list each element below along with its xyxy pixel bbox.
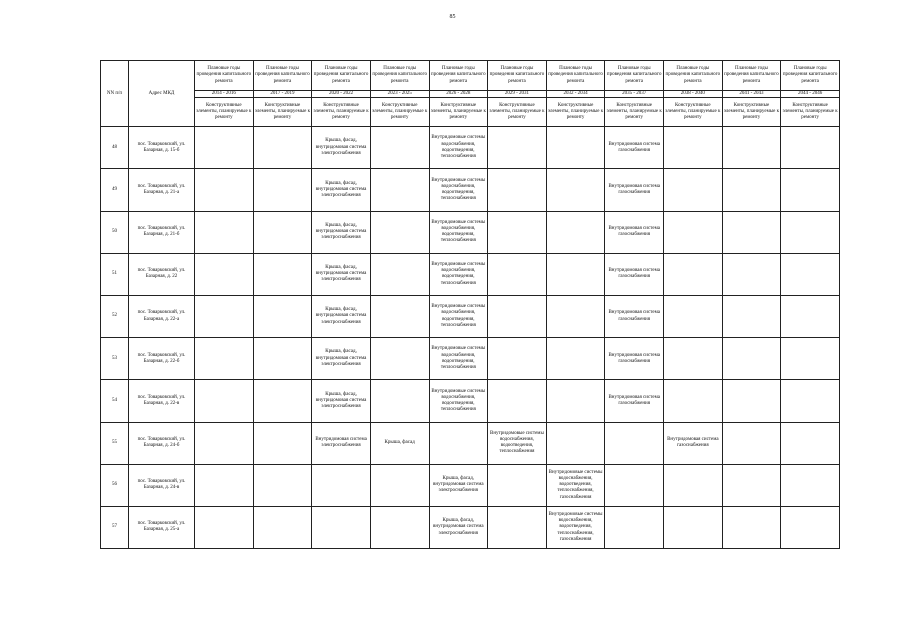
header-elements: Конструктивные элементы, планируемые к ремонту xyxy=(722,98,781,127)
row-elements-cell xyxy=(488,506,547,548)
row-elements-cell xyxy=(781,380,840,422)
header-planned-years: Плановые годы проведения капитального ремонта xyxy=(488,61,547,91)
row-number: 55 xyxy=(101,422,129,464)
row-elements-cell: Внутридомовая система газоснабжения xyxy=(605,253,664,295)
row-address: пос. Товарковский, ул. Базарная, д. 22-б xyxy=(129,338,195,380)
row-elements-cell xyxy=(488,295,547,337)
row-elements-cell xyxy=(195,464,254,506)
row-elements-cell xyxy=(488,380,547,422)
row-elements-cell xyxy=(312,464,371,506)
row-number: 56 xyxy=(101,464,129,506)
row-elements-cell xyxy=(722,338,781,380)
row-number: 50 xyxy=(101,211,129,253)
table-row xyxy=(101,295,840,337)
header-period: 2026 - 2028 xyxy=(429,91,488,98)
header-period: 2017 - 2019 xyxy=(253,91,312,98)
header-period: 2038 - 2040 xyxy=(664,91,723,98)
row-elements-cell: Внутридомовые системы водоснабжения, водоотведения, теплоснабжения xyxy=(429,380,488,422)
row-elements-cell xyxy=(722,422,781,464)
row-elements-cell: Внутридомовая система газоснабжения xyxy=(664,422,723,464)
table-row xyxy=(101,211,840,253)
row-elements-cell xyxy=(546,127,605,169)
row-elements-cell: Внутридомовая система газоснабжения xyxy=(605,295,664,337)
row-number: 49 xyxy=(101,169,129,211)
row-elements-cell xyxy=(664,253,723,295)
row-number: 53 xyxy=(101,338,129,380)
header-elements: Конструктивные элементы, планируемые к ремонту xyxy=(488,98,547,127)
header-planned-years: Плановые годы проведения капитального ремонта xyxy=(429,61,488,91)
row-elements-cell xyxy=(664,295,723,337)
row-elements-cell xyxy=(781,253,840,295)
row-number: 48 xyxy=(101,127,129,169)
header-elements: Конструктивные элементы, планируемые к ремонту xyxy=(546,98,605,127)
row-address: пос. Товарковский, ул. Базарная, д. 22-в xyxy=(129,380,195,422)
row-elements-cell xyxy=(195,211,254,253)
row-elements-cell: Внутридомовая система газоснабжения xyxy=(605,338,664,380)
header-elements: Конструктивные элементы, планируемые к ремонту xyxy=(429,98,488,127)
row-elements-cell: Крыша, фасад, внутридомовая система электроснабжения xyxy=(312,169,371,211)
row-elements-cell xyxy=(781,422,840,464)
row-address: пос. Товарковский, ул. Базарная, д. 21-б xyxy=(129,211,195,253)
row-elements-cell: Крыша, фасад, внутридомовая система электроснабжения xyxy=(312,253,371,295)
row-elements-cell xyxy=(488,169,547,211)
row-elements-cell: Внутридомовые системы водоснабжения, водоотведения, теплоснабжения xyxy=(429,338,488,380)
header-period: 2035 - 2037 xyxy=(605,91,664,98)
row-elements-cell xyxy=(722,127,781,169)
row-elements-cell xyxy=(195,253,254,295)
row-elements-cell xyxy=(664,380,723,422)
row-elements-cell xyxy=(722,380,781,422)
header-planned-years: Плановые годы проведения капитального ремонта xyxy=(253,61,312,91)
header-planned-years: Плановые годы проведения капитального ремонта xyxy=(195,61,254,91)
row-elements-cell: Внутридомовая система газоснабжения xyxy=(605,127,664,169)
row-elements-cell xyxy=(488,464,547,506)
row-elements-cell xyxy=(195,169,254,211)
row-elements-cell: Внутридомовые системы водоснабжения, водоотведения, теплоснабжения, газоснабжения xyxy=(546,506,605,548)
row-elements-cell: Внутридомовые системы водоснабжения, водоотведения, теплоснабжения, газоснабжения xyxy=(546,464,605,506)
row-elements-cell xyxy=(781,211,840,253)
table-row xyxy=(101,422,840,464)
row-elements-cell xyxy=(253,253,312,295)
row-address: пос. Товарковский, ул. Базарная, д. 15-б xyxy=(129,127,195,169)
row-elements-cell xyxy=(195,380,254,422)
header-period: 2029 - 2031 xyxy=(488,91,547,98)
row-elements-cell: Крыша, фасад, внутридомовая система электроснабжения xyxy=(429,464,488,506)
row-elements-cell xyxy=(605,422,664,464)
row-elements-cell: Крыша, фасад, внутридомовая система электроснабжения xyxy=(312,295,371,337)
row-elements-cell xyxy=(664,211,723,253)
row-elements-cell: Внутридомовая система электроснабжения xyxy=(312,422,371,464)
header-planned-years: Плановые годы проведения капитального ремонта xyxy=(546,61,605,91)
row-elements-cell xyxy=(546,422,605,464)
row-elements-cell xyxy=(370,464,429,506)
row-elements-cell: Крыша, фасад xyxy=(370,422,429,464)
row-elements-cell xyxy=(370,380,429,422)
header-elements: Конструктивные элементы, планируемые к ремонту xyxy=(781,98,840,127)
table-row xyxy=(101,169,840,211)
header-elements: Конструктивные элементы, планируемые к ремонту xyxy=(253,98,312,127)
row-elements-cell xyxy=(722,506,781,548)
row-elements-cell: Крыша, фасад, внутридомовая система электроснабжения xyxy=(312,338,371,380)
row-elements-cell xyxy=(664,506,723,548)
row-address: пос. Товарковский, ул. Базарная, д. 21-а xyxy=(129,169,195,211)
row-elements-cell xyxy=(429,422,488,464)
row-elements-cell xyxy=(253,169,312,211)
header-period: 2023 - 2025 xyxy=(370,91,429,98)
row-elements-cell xyxy=(488,253,547,295)
header-period: 2014 - 2016 xyxy=(195,91,254,98)
row-elements-cell xyxy=(781,169,840,211)
row-elements-cell xyxy=(370,169,429,211)
row-elements-cell xyxy=(253,127,312,169)
row-address: пос. Товарковский, ул. Базарная, д. 22-а xyxy=(129,295,195,337)
row-elements-cell xyxy=(546,380,605,422)
row-elements-cell xyxy=(605,506,664,548)
row-elements-cell xyxy=(253,295,312,337)
row-elements-cell: Крыша, фасад, внутридомовая система электроснабжения xyxy=(429,506,488,548)
row-elements-cell: Внутридомовые системы водоснабжения, водоотведения, теплоснабжения xyxy=(429,169,488,211)
row-elements-cell xyxy=(722,169,781,211)
row-elements-cell: Крыша, фасад, внутридомовая система электроснабжения xyxy=(312,127,371,169)
row-elements-cell xyxy=(781,127,840,169)
row-elements-cell xyxy=(546,295,605,337)
row-elements-cell: Внутридомовая система газоснабжения xyxy=(605,380,664,422)
header-planned-years: Плановые годы проведения капитального ремонта xyxy=(664,61,723,91)
header-planned-years: Плановые годы проведения капитального ремонта xyxy=(722,61,781,91)
row-elements-cell: Внутридомовые системы водоснабжения, водоотведения, теплоснабжения xyxy=(429,127,488,169)
row-elements-cell xyxy=(664,127,723,169)
row-elements-cell xyxy=(722,464,781,506)
header-planned-years: Плановые годы проведения капитального ремонта xyxy=(312,61,371,91)
row-elements-cell xyxy=(370,211,429,253)
row-elements-cell xyxy=(488,338,547,380)
row-elements-cell: Внутридомовые системы водоснабжения, водоотведения, теплоснабжения xyxy=(429,295,488,337)
header-elements: Конструктивные элементы, планируемые к ремонту xyxy=(605,98,664,127)
row-elements-cell xyxy=(722,211,781,253)
row-elements-cell xyxy=(781,295,840,337)
header-planned-years: Плановые годы проведения капитального ремонта xyxy=(370,61,429,91)
header-planned-years: Плановые годы проведения капитального ремонта xyxy=(781,61,840,91)
row-elements-cell: Внутридомовая система газоснабжения xyxy=(605,169,664,211)
row-elements-cell xyxy=(664,169,723,211)
row-elements-cell xyxy=(781,464,840,506)
row-number: 51 xyxy=(101,253,129,295)
header-elements: Конструктивные элементы, планируемые к ремонту xyxy=(370,98,429,127)
row-number: 52 xyxy=(101,295,129,337)
header-elements: Конструктивные элементы, планируемые к ремонту xyxy=(195,98,254,127)
row-elements-cell xyxy=(195,338,254,380)
row-elements-cell: Крыша, фасад, внутридомовая система электроснабжения xyxy=(312,211,371,253)
header-row-elements xyxy=(101,98,840,127)
row-elements-cell xyxy=(664,338,723,380)
row-elements-cell xyxy=(781,506,840,548)
page-number: 85 xyxy=(449,14,456,20)
header-elements: Конструктивные элементы, планируемые к ремонту xyxy=(664,98,723,127)
row-elements-cell xyxy=(664,464,723,506)
row-elements-cell xyxy=(605,464,664,506)
row-elements-cell xyxy=(488,127,547,169)
row-elements-cell xyxy=(546,253,605,295)
row-elements-cell xyxy=(253,506,312,548)
row-number: 54 xyxy=(101,380,129,422)
header-period: 2032 - 2034 xyxy=(546,91,605,98)
table-row xyxy=(101,253,840,295)
capital-repair-plan-table xyxy=(100,60,840,549)
header-period: 2044 - 2046 xyxy=(781,91,840,98)
row-elements-cell: Внутридомовые системы водоснабжения, водоотведения, теплоснабжения xyxy=(488,422,547,464)
row-elements-cell xyxy=(370,506,429,548)
header-planned-years: Плановые годы проведения капитального ремонта xyxy=(605,61,664,91)
header-row-periods xyxy=(101,91,840,98)
row-elements-cell xyxy=(488,211,547,253)
row-elements-cell xyxy=(546,169,605,211)
header-address: Адрес МКД xyxy=(129,61,195,127)
row-elements-cell xyxy=(253,338,312,380)
row-elements-cell xyxy=(253,464,312,506)
row-elements-cell xyxy=(370,253,429,295)
row-elements-cell xyxy=(370,127,429,169)
row-elements-cell xyxy=(253,422,312,464)
row-elements-cell xyxy=(195,127,254,169)
header-period: 2020 - 2022 xyxy=(312,91,371,98)
header-row-years xyxy=(101,61,840,91)
row-elements-cell xyxy=(722,295,781,337)
row-elements-cell xyxy=(722,253,781,295)
table-row xyxy=(101,127,840,169)
header-period: 2041 - 2043 xyxy=(722,91,781,98)
row-elements-cell xyxy=(370,338,429,380)
row-elements-cell xyxy=(781,338,840,380)
table-row xyxy=(101,464,840,506)
header-num: NN п/п xyxy=(101,61,129,127)
row-elements-cell xyxy=(546,211,605,253)
row-address: пос. Товарковский, ул. Базарная, д. 22 xyxy=(129,253,195,295)
row-elements-cell xyxy=(195,422,254,464)
row-elements-cell: Внутридомовые системы водоснабжения, водоотведения, теплоснабжения xyxy=(429,211,488,253)
row-elements-cell xyxy=(195,295,254,337)
row-elements-cell: Крыша, фасад, внутридомовая система электроснабжения xyxy=(312,380,371,422)
table-row xyxy=(101,380,840,422)
table-row xyxy=(101,338,840,380)
table-body xyxy=(101,127,840,549)
row-address: пос. Товарковский, ул. Базарная, д. 24-в xyxy=(129,464,195,506)
row-address: пос. Товарковский, ул. Базарная, д. 25-а xyxy=(129,506,195,548)
row-elements-cell xyxy=(546,338,605,380)
row-elements-cell xyxy=(253,211,312,253)
row-elements-cell xyxy=(370,295,429,337)
header-elements: Конструктивные элементы, планируемые к ремонту xyxy=(312,98,371,127)
row-elements-cell xyxy=(253,380,312,422)
row-elements-cell: Внутридомовые системы водоснабжения, водоотведения, теплоснабжения xyxy=(429,253,488,295)
row-elements-cell: Внутридомовая система газоснабжения xyxy=(605,211,664,253)
table-row xyxy=(101,506,840,548)
row-elements-cell xyxy=(195,506,254,548)
row-address: пос. Товарковский, ул. Базарная, д. 24-б xyxy=(129,422,195,464)
row-number: 57 xyxy=(101,506,129,548)
row-elements-cell xyxy=(312,506,371,548)
